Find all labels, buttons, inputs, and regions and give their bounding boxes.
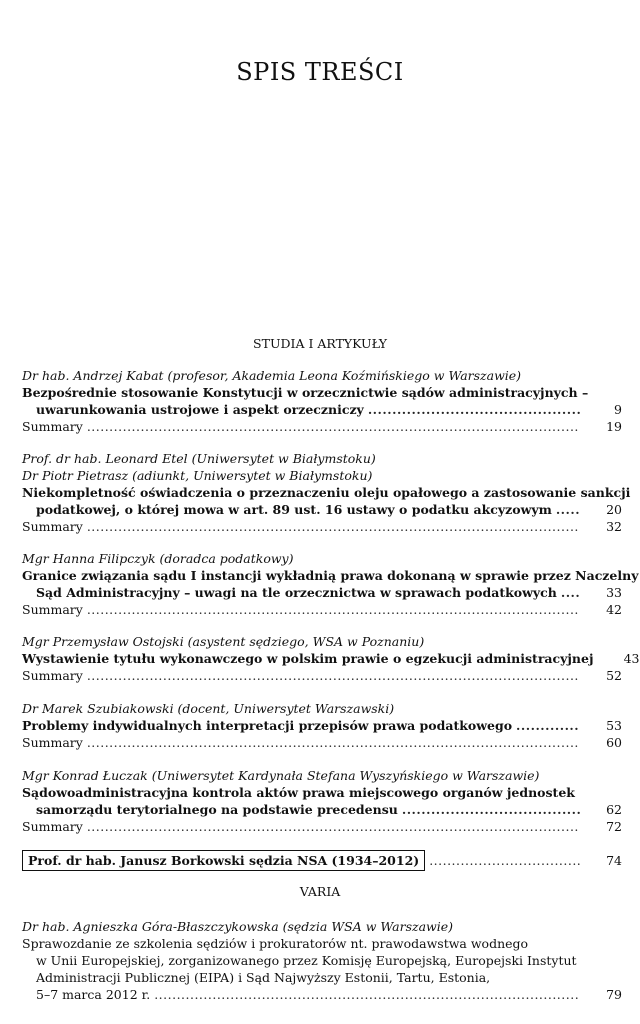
entry-title-last: Wystawienie tytułu wykonawczego w polskim prawie o egzekucji administracyjnej: [22, 651, 594, 666]
summary-label: Summary: [22, 668, 83, 683]
page-number: 62: [606, 802, 622, 817]
summary-label: Summary: [22, 819, 83, 834]
toc-entry-ostojski: [22, 633, 640, 684]
leader-dots: [516, 717, 580, 734]
summary-row[interactable]: [22, 818, 622, 835]
entry-title-row[interactable]: [22, 986, 622, 1003]
leader-dots: [87, 518, 580, 535]
summary-label: Summary: [22, 519, 83, 534]
entry-title-row[interactable]: [22, 401, 622, 418]
leader-dots: [402, 801, 580, 818]
leader-dots: [87, 418, 580, 435]
leader-dots: [87, 818, 580, 835]
page-number: 74: [606, 853, 622, 868]
summary-row[interactable]: [22, 667, 622, 684]
entry-author-second: Dr Piotr Pietrasz (adiunkt, Uniwersytet w Białymstoku): [22, 468, 373, 483]
leader-dots: [87, 601, 580, 618]
entry-author: Dr hab. Agnieszka Góra-Błaszczykowska (sędzia WSA w Warszawie): [22, 919, 454, 934]
leader-dots: [556, 501, 580, 518]
entry-title-line: Sprawozdanie ze szkolenia sędziów i prokuratorów nt. prawodawstwa wodnego: [22, 936, 529, 951]
leader-dots: [87, 667, 580, 684]
summary-row[interactable]: [22, 601, 622, 618]
page-title: SPIS TREŚCI: [236, 58, 404, 86]
toc-entry-kabat: [22, 367, 622, 435]
toc-entry-szubiakowski: [22, 700, 622, 751]
section-heading-varia: VARIA: [299, 884, 341, 899]
page-number: 72: [606, 819, 622, 834]
entry-title-last: podatkowej, o której mowa w art. 89 ust. 16 ustawy o podatku akcyzowym: [36, 502, 552, 517]
entry-title-line: Bezpośrednie stosowanie Konstytucji w orzecznictwie sądów administracyjnych –: [22, 385, 589, 400]
tribute-row[interactable]: [22, 850, 622, 871]
toc-entry-etel-pietrasz: [22, 450, 631, 535]
page-number: 53: [606, 718, 622, 733]
entry-title-row[interactable]: [22, 650, 640, 667]
toc-entry-tribute: [22, 850, 622, 871]
entry-title-line: Administracji Publicznej (EIPA) i Sąd Najwyższy Estonii, Tartu, Estonia,: [36, 970, 491, 985]
leader-dots: [429, 852, 580, 869]
summary-row[interactable]: [22, 518, 622, 535]
tribute-label: Prof. dr hab. Janusz Borkowski sędzia NSA (1934–2012): [22, 850, 425, 871]
summary-label: Summary: [22, 602, 83, 617]
leader-dots: [87, 734, 580, 751]
entry-title-last: samorządu terytorialnego na podstawie precedensu: [36, 802, 398, 817]
page-number: 42: [606, 602, 622, 617]
page-number: 60: [606, 735, 622, 750]
entry-title-row[interactable]: [22, 584, 622, 601]
entry-title-last: Sąd Administracyjny – uwagi na tle orzecznictwa w sprawach podatkowych: [36, 585, 557, 600]
leader-dots: [154, 986, 580, 1003]
section-heading-studia: STUDIA I ARTYKUŁY: [253, 336, 387, 351]
entry-author: Dr Marek Szubiakowski (docent, Uniwersytet Warszawski): [22, 701, 395, 716]
entry-title-last: 5–7 marca 2012 r.: [36, 987, 151, 1002]
entry-title-row[interactable]: [22, 801, 622, 818]
page-number: 9: [614, 402, 622, 417]
entry-title-last: Problemy indywidualnych interpretacji przepisów prawa podatkowego: [22, 718, 513, 733]
entry-title-row[interactable]: [22, 501, 622, 518]
entry-author: Prof. dr hab. Leonard Etel (Uniwersytet w Białymstoku): [22, 451, 376, 466]
toc-entry-luczak: [22, 767, 622, 835]
entry-title-line: Granice związania sądu I instancji wykładnią prawa dokonaną w sprawie przez Naczelny: [22, 568, 639, 583]
entry-author: Mgr Hanna Filipczyk (doradca podatkowy): [22, 551, 294, 566]
leader-dots: [561, 584, 580, 601]
toc-entry-gora-blaszczykowska: [22, 918, 622, 1003]
page-number: 43: [623, 651, 640, 666]
leader-dots: [368, 401, 580, 418]
page-number: 19: [606, 419, 622, 434]
entry-title-line: Niekompletność oświadczenia o przeznaczeniu oleju opałowego a zastosowanie sankcji: [22, 485, 631, 500]
entry-author: Mgr Przemysław Ostojski (asystent sędziego, WSA w Poznaniu): [22, 634, 425, 649]
page-number: 20: [606, 502, 622, 517]
page-number: 32: [606, 519, 622, 534]
summary-label: Summary: [22, 735, 83, 750]
summary-row[interactable]: [22, 418, 622, 435]
page-number: 33: [606, 585, 622, 600]
entry-title-line: Sądowoadministracyjna kontrola aktów prawa miejscowego organów jednostek: [22, 785, 575, 800]
page-number: 79: [606, 987, 622, 1002]
entry-author: Dr hab. Andrzej Kabat (profesor, Akademia Leona Koźmińskiego w Warszawie): [22, 368, 522, 383]
entry-title-last: uwarunkowania ustrojowe i aspekt orzeczniczy: [36, 402, 364, 417]
entry-title-row[interactable]: [22, 717, 622, 734]
summary-row[interactable]: [22, 734, 622, 751]
entry-title-line: w Unii Europejskiej, zorganizowanego przez Komisję Europejską, Europejski Instytut: [36, 953, 577, 968]
toc-entry-filipczyk: [22, 550, 639, 618]
summary-label: Summary: [22, 419, 83, 434]
entry-author: Mgr Konrad Łuczak (Uniwersytet Kardynała Stefana Wyszyńskiego w Warszawie): [22, 768, 540, 783]
page-number: 52: [606, 668, 622, 683]
